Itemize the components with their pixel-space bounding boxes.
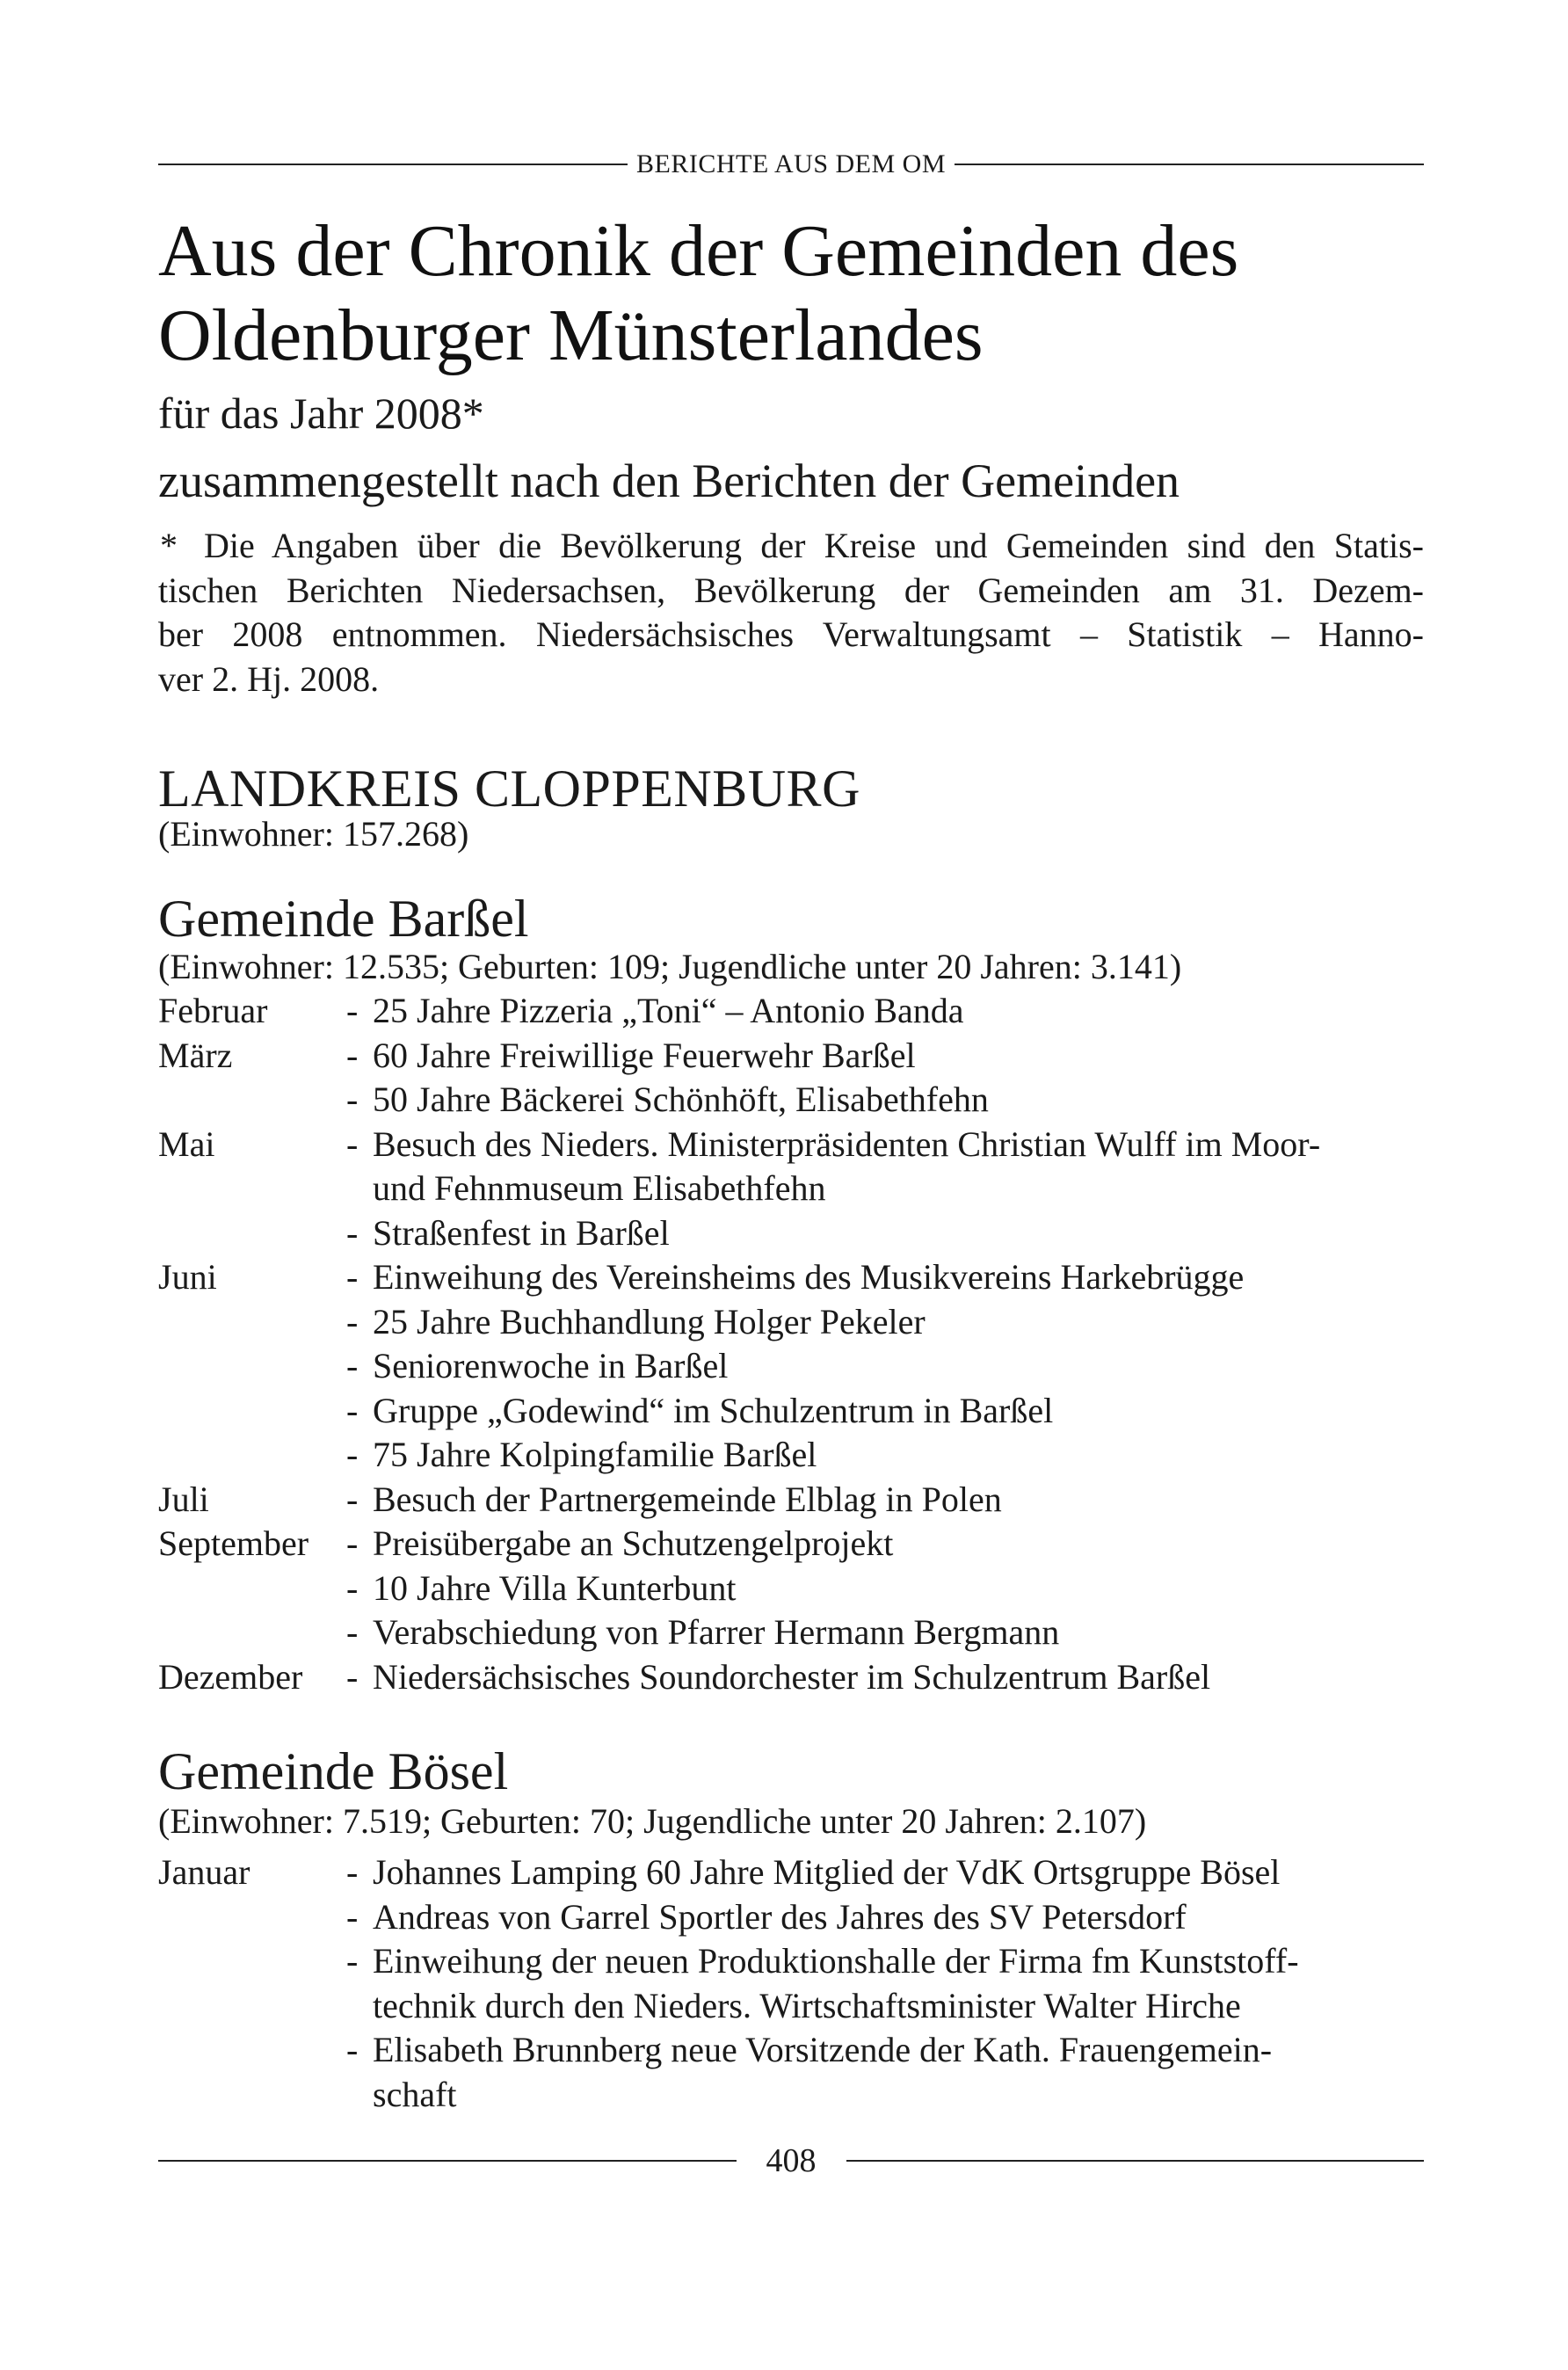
- entry-dash: -: [346, 1346, 359, 1385]
- entry-dash: -: [346, 1656, 359, 1697]
- entry-item: [346, 1255, 1424, 1300]
- entry-item: [346, 1211, 1424, 1256]
- entry-month: Juni: [158, 1257, 217, 1297]
- subtitle-year: für das Jahr 2008*: [158, 389, 484, 438]
- entry-item: [346, 1895, 1424, 1940]
- entry-text: 75 Jahre Kolpingfamilie Barßel: [373, 1435, 817, 1474]
- entry-month: März: [158, 1035, 233, 1075]
- gemeinde-statistics: (Einwohner: 12.535; Geburten: 109; Jugendliche unter 20 Jahren: 3.141): [158, 947, 1182, 986]
- chronicle-entry: [158, 1655, 1424, 1700]
- entry-text: Andreas von Garrel Sportler des Jahres des SV Petersdorf: [373, 1896, 1187, 1937]
- footnote-marker: *: [160, 526, 178, 565]
- entry-dash: -: [346, 1896, 359, 1937]
- footnote-line: ber 2008 entnommen. Niedersächsisches Verwaltungsamt – Statistik – Hanno-: [158, 614, 1424, 654]
- footnote-line: tischen Berichten Niedersachsen, Bevölkerung der Gemeinden am 31. Dezem-: [158, 570, 1424, 610]
- running-head-rule-right: [955, 164, 1424, 165]
- chronicle-entry: [158, 989, 1424, 1034]
- chronicle-entry: [158, 1478, 1424, 1523]
- entry-month: Januar: [158, 1852, 250, 1892]
- entry-text: Johannes Lamping 60 Jahre Mitglied der VdK Ortsgruppe Bösel: [373, 1852, 1281, 1892]
- chronicle-entry: [158, 1522, 1424, 1655]
- gemeinde-statistics: (Einwohner: 7.519; Geburten: 70; Jugendliche unter 20 Jahren: 2.107): [158, 1801, 1147, 1841]
- entry-item: [346, 1034, 1424, 1079]
- entry-text: Seniorenwoche in Barßel: [373, 1346, 729, 1385]
- page-footer: [158, 2141, 1424, 2180]
- entry-text: Einweihung des Vereinsheims des Musikvereins Harkebrügge: [373, 1257, 1245, 1297]
- entry-dash: -: [346, 1390, 359, 1430]
- entry-month: Dezember: [158, 1656, 303, 1697]
- entry-text: 10 Jahre Villa Kunterbunt: [373, 1567, 737, 1608]
- entry-item: [346, 1939, 1424, 1984]
- entry-item: [346, 1344, 1424, 1389]
- entry-dash: -: [346, 1212, 359, 1253]
- running-head-text: BERICHTE AUS DEM OM: [635, 149, 947, 178]
- chronicle-entry: [158, 1034, 1424, 1123]
- entry-text: 25 Jahre Pizzeria „Toni“ – Antonio Banda: [373, 991, 964, 1030]
- entry-month: Mai: [158, 1123, 215, 1164]
- entry-item: [346, 1389, 1424, 1434]
- entry-dash: -: [346, 1612, 359, 1652]
- entry-text: Niedersächsisches Soundorchester im Schulzentrum Barßel: [373, 1656, 1211, 1697]
- entry-text: Einweihung der neuen Produktionshalle der Firma fm Kunststoff-: [373, 1941, 1299, 1981]
- title-line-2: Oldenburger Münsterlandes: [158, 294, 984, 376]
- entry-item: [346, 1610, 1424, 1655]
- entry-item: [346, 1655, 1424, 1700]
- footer-rule-left: [158, 2160, 737, 2162]
- page-number: 408: [766, 2142, 817, 2179]
- chronicle-entry: [158, 1850, 1424, 2117]
- entry-dash: -: [346, 991, 359, 1030]
- chronicle-entries: [158, 989, 1424, 1699]
- entry-dash: -: [346, 1567, 359, 1608]
- entry-item: [346, 1478, 1424, 1523]
- entry-item: [346, 1300, 1424, 1345]
- entry-month: September: [158, 1523, 309, 1563]
- entry-item: [346, 1433, 1424, 1478]
- entry-text: Verabschiedung von Pfarrer Hermann Bergmann: [373, 1612, 1060, 1652]
- footnote-line: Die Angaben über die Bevölkerung der Kreise und Gemeinden sind den Statis-: [204, 526, 1424, 565]
- entry-item: [346, 989, 1424, 1034]
- chronicle-entries: [158, 1850, 1424, 2117]
- entry-month: Februar: [158, 991, 268, 1030]
- entry-item: [346, 2028, 1424, 2073]
- entry-text: 50 Jahre Bäckerei Schönhöft, Elisabethfehn: [373, 1080, 989, 1119]
- footnote-line: ver 2. Hj. 2008.: [158, 658, 380, 699]
- entry-text: und Fehnmuseum Elisabethfehn: [373, 1168, 826, 1208]
- entry-text: Straßenfest in Barßel: [373, 1212, 670, 1253]
- entry-dash: -: [346, 1301, 359, 1341]
- entry-text: Preisübergabe an Schutzengelprojekt: [373, 1523, 894, 1563]
- entry-dash: -: [346, 1941, 359, 1981]
- subtitle-source: zusammengestellt nach den Berichten der Gemeinden: [158, 454, 1180, 507]
- footer-rule-right: [846, 2160, 1425, 2162]
- entry-item: [346, 1850, 1424, 1895]
- gemeinde-heading: Gemeinde Bösel: [158, 1742, 509, 1800]
- district-heading: LANDKREIS CLOPPENBURG: [158, 760, 860, 818]
- entry-text: 25 Jahre Buchhandlung Holger Pekeler: [373, 1301, 926, 1341]
- entry-text: Elisabeth Brunnberg neue Vorsitzende der Kath. Frauengemein-: [373, 2030, 1273, 2069]
- district-population: (Einwohner: 157.268): [158, 814, 469, 854]
- entry-item: [346, 1123, 1424, 1167]
- gemeinde-heading: Gemeinde Barßel: [158, 890, 529, 948]
- entry-dash: -: [346, 1435, 359, 1474]
- entry-text: schaft: [373, 2074, 457, 2114]
- entry-text: Besuch des Nieders. Ministerpräsidenten Christian Wulff im Moor-: [373, 1123, 1321, 1164]
- title-line-1: Aus der Chronik der Gemeinden des: [158, 210, 1239, 292]
- entry-dash: -: [346, 1080, 359, 1119]
- entry-item: [346, 1078, 1424, 1123]
- entry-text: Besuch der Partnergemeinde Elblag in Polen: [373, 1479, 1002, 1519]
- entry-text: 60 Jahre Freiwillige Feuerwehr Barßel: [373, 1035, 916, 1075]
- entry-dash: -: [346, 2030, 359, 2069]
- entry-dash: -: [346, 1035, 359, 1075]
- entry-text: Gruppe „Godewind“ im Schulzentrum in Barßel: [373, 1390, 1054, 1430]
- entry-text: technik durch den Nieders. Wirtschaftsminister Walter Hirche: [373, 1985, 1241, 2025]
- running-head: [158, 149, 1424, 179]
- chronicle-entry: [158, 1255, 1424, 1478]
- footnote: [158, 524, 1424, 702]
- entry-dash: -: [346, 1479, 359, 1519]
- entry-dash: -: [346, 1852, 359, 1892]
- running-head-rule-left: [158, 164, 628, 165]
- entry-item-continuation: [346, 1167, 1424, 1211]
- entry-item-continuation: [346, 1984, 1424, 2029]
- entry-month: Juli: [158, 1479, 209, 1519]
- entry-dash: -: [346, 1257, 359, 1297]
- chronicle-entry: [158, 1123, 1424, 1256]
- page-title: [158, 209, 1238, 378]
- entry-dash: -: [346, 1123, 359, 1164]
- entry-item: [346, 1522, 1424, 1567]
- entry-dash: -: [346, 1523, 359, 1563]
- entry-item-continuation: [346, 2073, 1424, 2118]
- entry-item: [346, 1567, 1424, 1611]
